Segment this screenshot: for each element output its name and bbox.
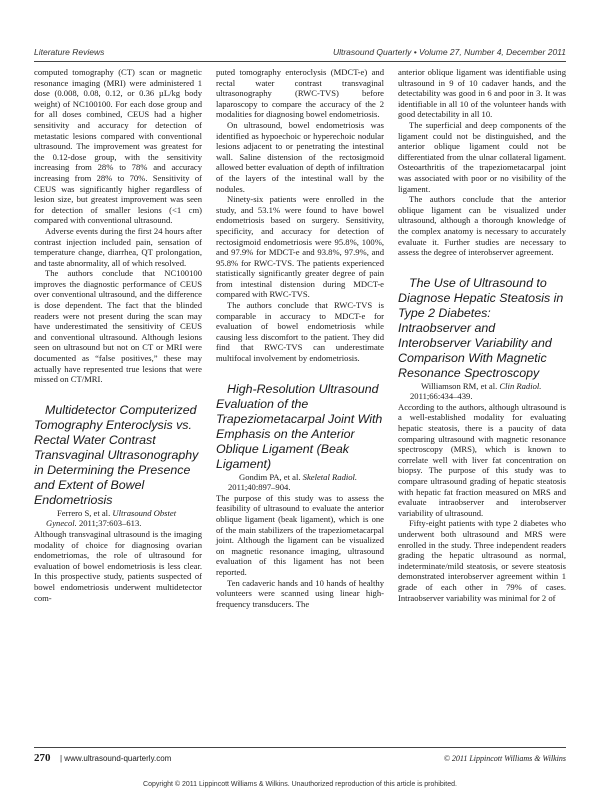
citation — [216, 472, 384, 493]
article-title: Multidetector Computerized Tomography Enteroclysis vs. Rectal Water Contrast Transvaginal Ultrasonography in Determining the Presence and Extent of Bowel Endometriosis — [34, 402, 199, 507]
citation-ref: 2011;37:603–613. — [78, 518, 142, 529]
page-number: 270 — [34, 752, 51, 764]
running-header — [34, 47, 566, 59]
body-paragraph: Fifty-eight patients with type 2 diabetes who underwent both ultrasound and MRS were enrolled in the study. Three independent readers grading the hepatic ultrasound as normal, indeterminate/mild steatosis, or severe steatosis demonstrated interobserver agreement within 1 grade of each other in 79% of cases. Intraobserver variability was minimal for 2 of — [398, 518, 566, 603]
header-rule — [34, 61, 566, 62]
body-paragraph: anterior oblique ligament was identifiable using ultrasound in 9 of 10 cadaver hands, and the detectability was good in 6 and poor in 3. It was identifiable in all 10 of the volunteer hands with good detectability in all 10. — [398, 67, 566, 120]
footer-copyright: © 2011 Lippincott Williams & Wilkins — [443, 753, 566, 763]
article-title: The Use of Ultrasound to Diagnose Hepatic Steatosis in Type 2 Diabetes: Intraobserver and Interobserver Variability and Comparison With Magnetic Resonance Spectroscopy — [398, 275, 564, 380]
journal-issue: Ultrasound Quarterly • Volume 27, Number 4, December 2011 — [332, 47, 566, 57]
citation-ref: 2011;66:434–439. — [410, 391, 473, 402]
body-paragraph: According to the authors, although ultrasound is a well-established modality for evaluating hepatic steatosis, there is a paucity of data comparing ultrasound with magnetic resonance spectroscopy (MRS), which is known to correlate well with liver fat concentration on biopsy. The purpose of this study was to compare ultrasound grading of hepatic steatosis with hepatic fat fraction measured on MRS and evaluate intraobserver and interobserver variability of ultrasound. — [398, 401, 566, 518]
page-footer — [34, 752, 566, 766]
body-paragraph: Adverse events during the first 24 hours after contrast injection included pain, sensation of temperature change, diarrhea, QT prolongation, and taste abnormality, all of which resolved. — [34, 225, 202, 268]
citation-journal: Clin Radiol. — [499, 380, 542, 391]
journal-url: | www.ultrasound-quarterly.com — [60, 753, 172, 763]
body-paragraph: Ten cadaveric hands and 10 hands of healthy volunteers were scanned using linear high-frequency transducers. The — [216, 577, 384, 609]
body-paragraph: Although transvaginal ultrasound is the imaging modality of choice for diagnosing ovarian endometriomas, the role of ultrasound for evaluation of bowel endometriosis is less clear. In this prospective study, patients suspected of bowel endometriosis underwent multidetector com- — [34, 529, 202, 603]
citation-authors: Ferrero S, et al. — [57, 507, 111, 518]
body-paragraph: On ultrasound, bowel endometriosis was identified as hypoechoic or hyperechoic nodular lesions adjacent to or penetrating the intestinal wall. Saline distension of the rectosigmoid allowed better evaluation of depth of infiltration of the layers of the intestinal wall by the nodules. — [216, 119, 384, 194]
copyright-notice: Copyright © 2011 Lippincott Williams & Wilkins. Unauthorized reproduction of this article is prohibited. — [143, 781, 457, 788]
body-paragraph: The purpose of this study was to assess the feasibility of ultrasound to evaluate the anterior oblique ligament (beak ligament), which is one of the main stabilizers of the trapeziometacarpal joint. Although the ligament can be visualized on magnetic resonance imaging, ultrasound evaluation of this ligament has not been reported. — [216, 492, 384, 577]
citation-authors: Williamson RM, et al. — [421, 380, 498, 391]
footer-rule — [34, 747, 566, 748]
column-1 — [34, 67, 202, 603]
body-paragraph: The authors conclude that NC100100 improves the diagnostic performance of CEUS over conventional ultrasound, and the difference is dose dependent. The fact that the blinded readers were not present during the scan may have underestimated the sensitivity of CEUS and conventional ultrasound. Although lesions seen on ultrasound but not on CT or MRI were documented as “false positives,” these may actually have represented true lesions that were missed on CT/MRI. — [34, 268, 202, 385]
body-paragraph: The superficial and deep components of the ligament could not be distinguished, and the anterior oblique ligament could not be differentiated from the ulnar collateral ligament. Osteoarthritis of the trapeziometacarpal joint was associated with poor or no visibility of the ligament. — [398, 119, 566, 194]
body-paragraph: computed tomography (CT) scan or magnetic resonance imaging (MRI) were administered 1 dose (0.008, 0.08, 0.12, or 0.36 µL/kg body weight) of NC100100. For each dose group and for all doses combined, CEUS had a higher sensitivity and accuracy for detection of metastatic lesions compared with conventional ultrasound. The improvement was greatest for the 0.12-dose group, with the sensitivity increasing from 28% to 78% and accuracy increasing from 28% to 70%. Sensitivity of CEUS was significantly higher regardless of lesion size, but greatest improvement was seen for detection of smaller lesions (<1 cm) compared with conventional ultrasound. — [34, 67, 202, 226]
citation — [34, 508, 202, 529]
article-title: High-Resolution Ultrasound Evaluation of the Trapeziometacarpal Joint With Emphasis on the Anterior Oblique Ligament (Beak Ligament) — [216, 381, 383, 471]
citation — [398, 381, 566, 402]
citation-journal: Ultrasound Obstet Gynecol. — [46, 507, 177, 529]
body-paragraph: The authors conclude that the anterior oblique ligament can be visualized under ultrasound, although a thorough knowledge of the complex anatomy is necessary to accurately evaluate it. Further studies are necessary to assess the degree of interobserver agreement. — [398, 194, 566, 258]
citation-journal: Skeletal Radiol. — [302, 471, 358, 482]
body-paragraph: Ninety-six patients were enrolled in the study, and 53.1% were found to have bowel endometriosis based on surgery. Sensitivity, specificity, and accuracy for detection of rectosigmoid endometriosis were 95.8%, 100%, and 97.9% for MDCT-e and 93.8%, 97.9%, and 95.8% for RWC-TVS. The patients experienced statistically significantly greater degree of pain from intestinal distension during MDCT-e compared with RWC-TVS. — [216, 194, 384, 300]
body-paragraph: puted tomography enteroclysis (MDCT-e) and rectal water contrast transvaginal ultrasonography (RWC-TVS) before laparoscopy to compare the accuracy of the 2 modalities for diagnosing bowel endometriosis. — [216, 67, 384, 120]
column-2 — [216, 67, 384, 609]
body-paragraph: The authors conclude that RWC-TVS is comparable in accuracy to MDCT-e for evaluation of bowel endometriosis while causing less discomfort to the patient. They did find that RWC-TVS can underestimate multifocal involvement by endometriosis. — [216, 300, 384, 364]
citation-ref: 2011;40:897–904. — [228, 482, 291, 493]
section-name: Literature Reviews — [34, 47, 105, 57]
citation-authors: Gondim PA, et al. — [239, 471, 301, 482]
column-3 — [398, 67, 566, 603]
